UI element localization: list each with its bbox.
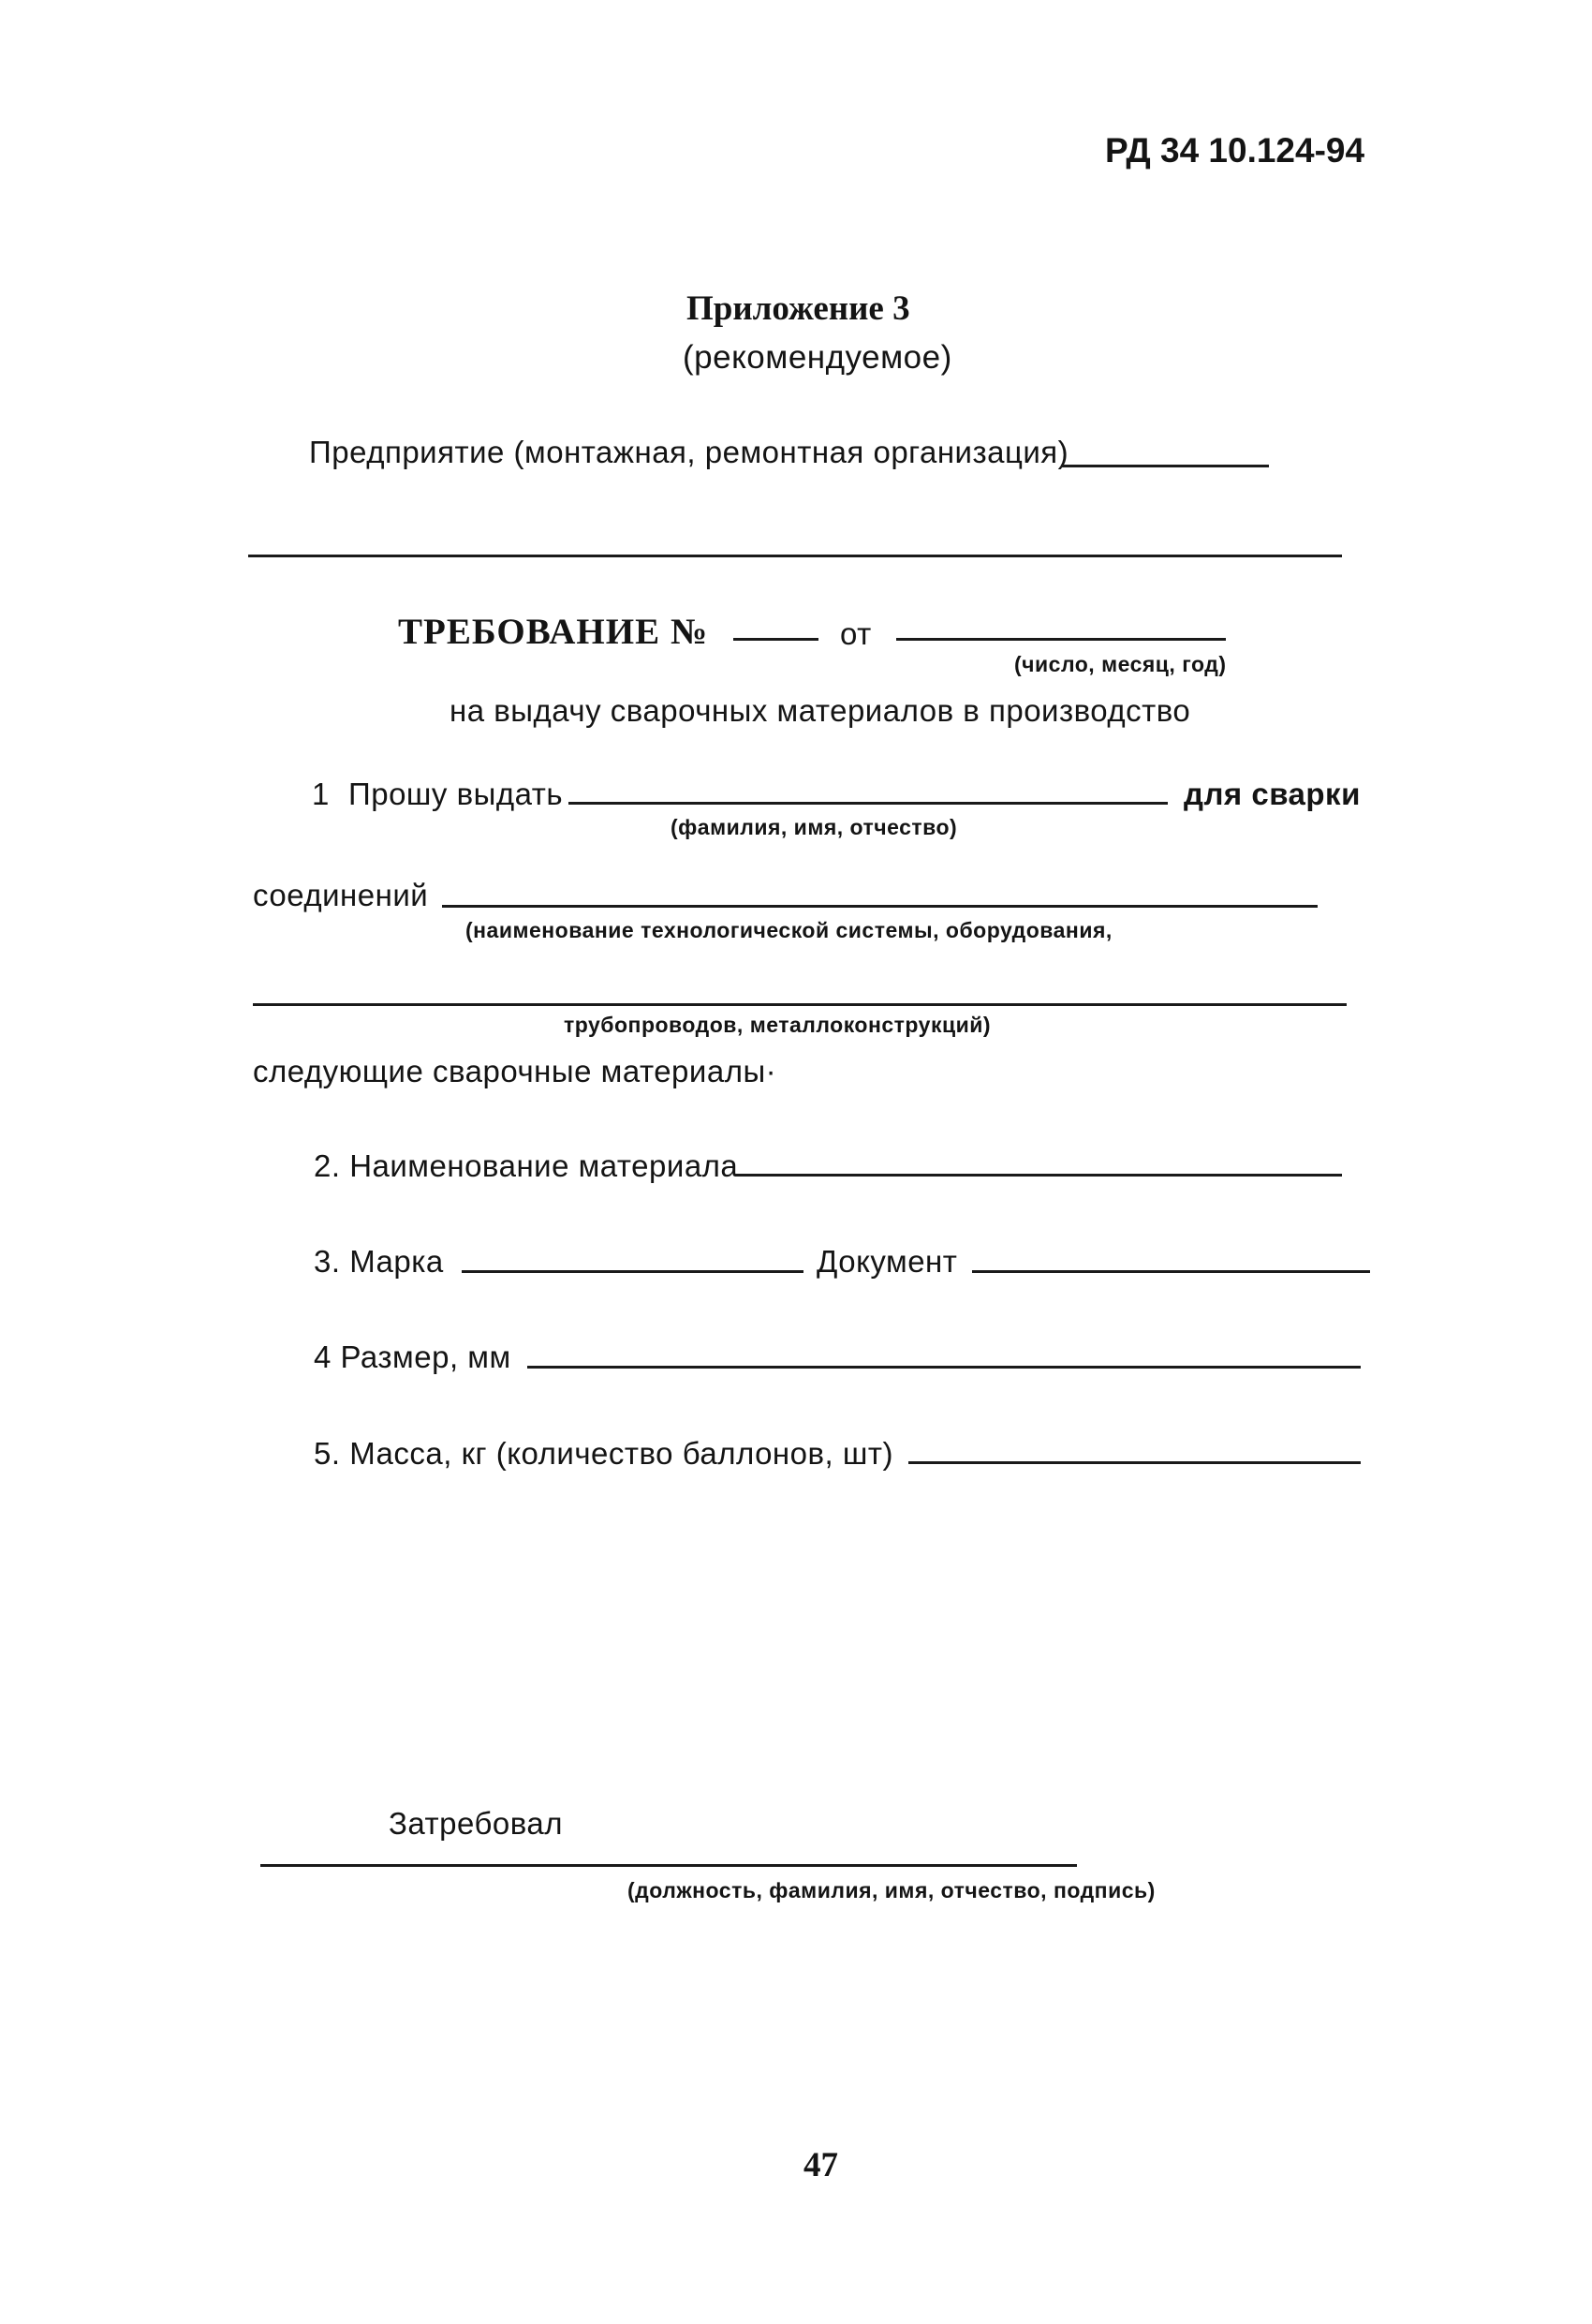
requested-by-label: Затребовал — [389, 1806, 564, 1841]
size-field[interactable] — [527, 1366, 1361, 1369]
appendix-subtitle: (рекомендуемое) — [683, 339, 952, 376]
item4-label: 4 Размер, мм — [314, 1340, 511, 1374]
item2-label: 2. Наименование материала — [314, 1148, 739, 1183]
following-materials-label: следующие сварочные материалы· — [253, 1054, 777, 1088]
name-caption: (фамилия, имя, отчество) — [671, 815, 958, 839]
item3-label: 3. Марка — [314, 1244, 444, 1279]
request-from-label: от — [840, 616, 872, 651]
document-label: Документ — [817, 1244, 958, 1279]
request-date-field[interactable] — [896, 638, 1226, 641]
system-field[interactable] — [442, 905, 1318, 908]
mass-field[interactable] — [908, 1461, 1361, 1464]
request-number-field[interactable] — [733, 638, 818, 641]
system-caption: (наименование технологической системы, оборудования, — [465, 918, 1113, 942]
appendix-title: Приложение 3 — [686, 289, 910, 328]
date-caption: (число, месяц, год) — [1014, 652, 1227, 676]
joints-label: соединений — [253, 878, 429, 912]
request-title: ТРЕБОВАНИЕ № — [398, 612, 709, 652]
grade-field[interactable] — [462, 1270, 803, 1273]
enterprise-field[interactable] — [1061, 465, 1269, 467]
recipient-name-field[interactable] — [568, 802, 1168, 805]
item1-number: 1 — [312, 777, 330, 811]
item5-label: 5. Масса, кг (количество баллонов, шт) — [314, 1436, 893, 1471]
signature-field[interactable] — [260, 1864, 1077, 1867]
page-number: 47 — [803, 2146, 838, 2184]
enterprise-field-continuation[interactable] — [248, 555, 1342, 557]
item1-suffix: для сварки — [1184, 777, 1361, 811]
document-field[interactable] — [972, 1270, 1370, 1273]
request-purpose: на выдачу сварочных материалов в производство — [450, 693, 1191, 728]
signature-caption: (должность, фамилия, имя, отчество, подпись) — [627, 1878, 1156, 1902]
item1-label: Прошу выдать — [348, 777, 564, 811]
document-code: РД 34 10.124-94 — [1105, 131, 1365, 170]
system-field-continuation[interactable] — [253, 1003, 1347, 1006]
pipelines-caption: трубопроводов, металлоконструкций) — [564, 1013, 992, 1037]
material-name-field[interactable] — [735, 1174, 1342, 1177]
enterprise-label: Предприятие (монтажная, ремонтная организация) — [309, 435, 1069, 469]
